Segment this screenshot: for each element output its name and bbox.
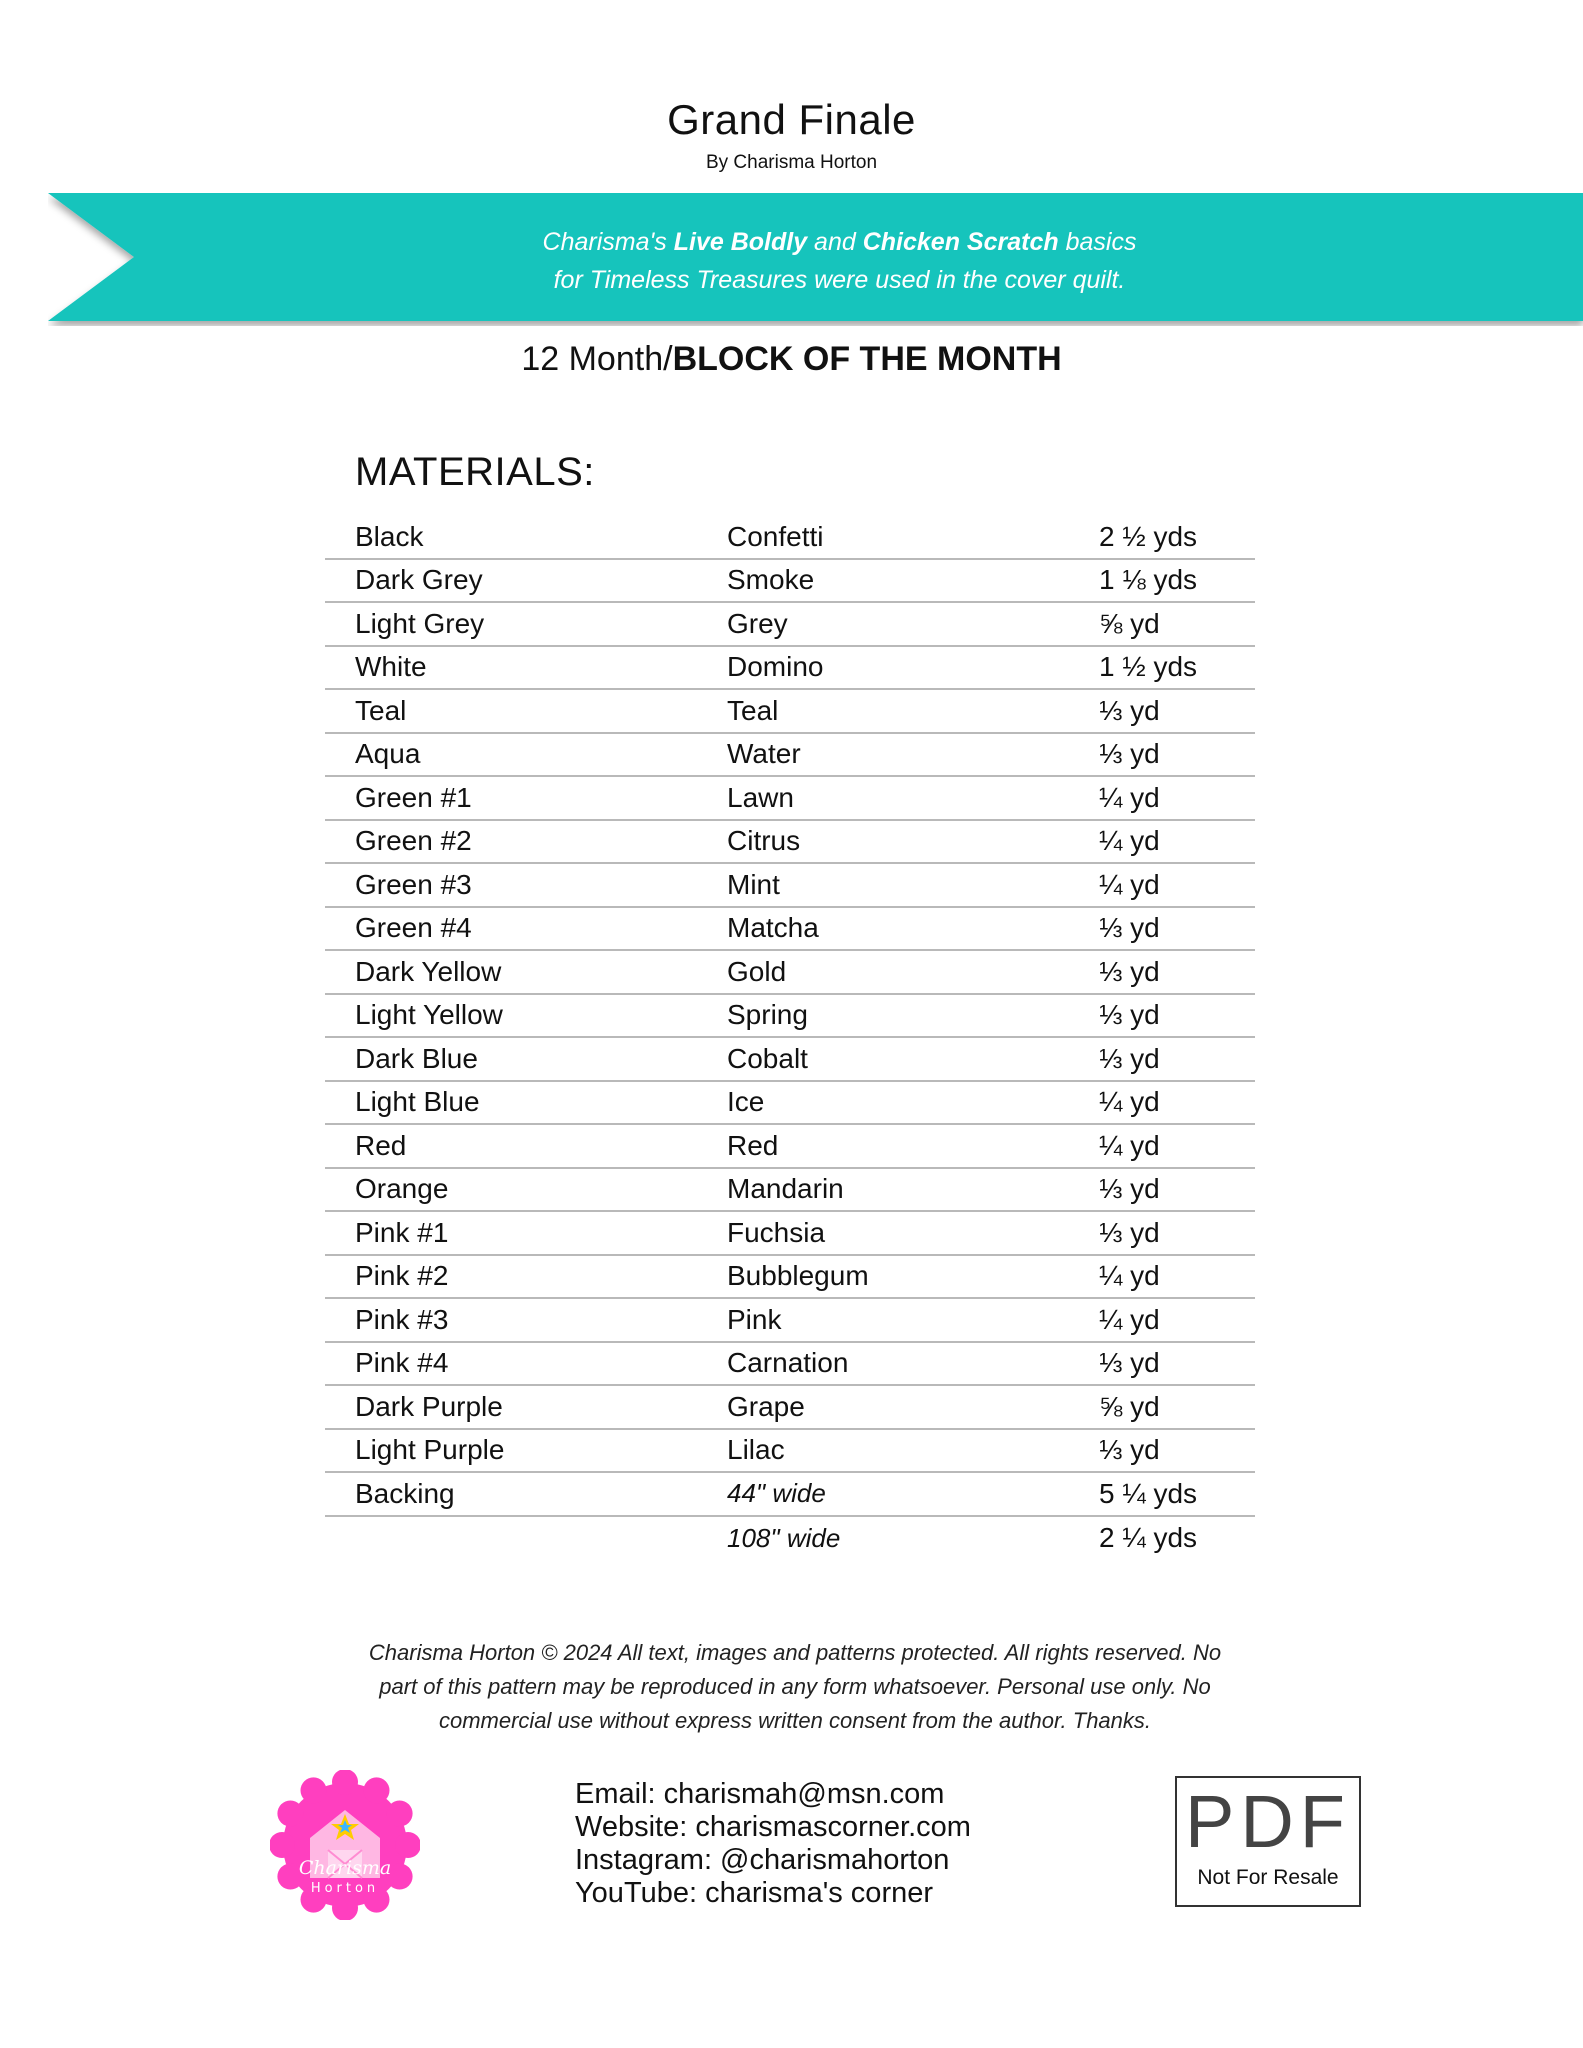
material-row <box>325 690 1255 734</box>
material-amount: 1 ⅛ yds <box>1099 564 1198 596</box>
material-color: Dark Purple <box>355 1390 503 1422</box>
material-color: Orange <box>355 1173 449 1205</box>
material-amount: ¼ yd <box>1099 825 1160 857</box>
page-title: Grand Finale <box>667 96 916 143</box>
material-amount: ⅓ yd <box>1099 1434 1160 1466</box>
material-amount: ⅓ yd <box>1099 694 1160 726</box>
material-amount: 2 ¼ yds <box>1099 1522 1198 1554</box>
material-color: Green #4 <box>355 912 472 944</box>
email-contact: Email: charismah@msn.com <box>575 1778 945 1810</box>
material-fabric: Spring <box>727 999 808 1031</box>
pdf-not-for-resale-badge <box>1175 1776 1361 1907</box>
material-row <box>325 908 1255 952</box>
material-amount: ¼ yd <box>1099 781 1160 813</box>
material-row <box>325 1299 1255 1343</box>
material-fabric: Citrus <box>727 825 801 857</box>
material-color: Pink #4 <box>355 1347 449 1379</box>
youtube-contact: YouTube: charisma's corner <box>575 1877 934 1909</box>
material-amount: ¼ yd <box>1099 1129 1160 1161</box>
svg-text:Horton: Horton <box>310 1881 380 1896</box>
material-row <box>325 1386 1255 1430</box>
material-fabric: Fuchsia <box>727 1216 826 1248</box>
material-color: Light Grey <box>355 607 485 639</box>
material-color: Aqua <box>355 738 421 770</box>
material-row <box>325 1082 1255 1126</box>
material-amount: ¼ yd <box>1099 1086 1160 1118</box>
material-fabric: Mandarin <box>727 1173 844 1205</box>
program-subtitle: 12 Month/BLOCK OF THE MONTH <box>521 340 1062 378</box>
material-row <box>325 647 1255 691</box>
material-fabric: Carnation <box>727 1347 849 1379</box>
material-fabric: Teal <box>727 694 779 726</box>
material-row <box>325 1038 1255 1082</box>
material-color: Backing <box>355 1477 455 1509</box>
material-fabric: Bubblegum <box>727 1260 869 1292</box>
material-row <box>325 516 1255 560</box>
material-amount: ⅝ yd <box>1099 607 1160 639</box>
material-fabric: Smoke <box>727 564 815 596</box>
copyright-line-2: part of this pattern may be reproduced in any form whatsoever. Personal use only. No <box>379 1674 1211 1699</box>
material-color: Green #3 <box>355 868 472 900</box>
material-row <box>325 995 1255 1039</box>
copyright-line-3: commercial use without express written consent from the author. Thanks. <box>438 1708 1152 1733</box>
material-row <box>325 1256 1255 1300</box>
material-color: Dark Yellow <box>355 955 502 987</box>
material-color: Light Yellow <box>355 999 503 1031</box>
charisma-horton-logo <box>270 1770 420 1920</box>
material-amount: ⅓ yd <box>1099 1173 1160 1205</box>
material-amount: ⅓ yd <box>1099 1347 1160 1379</box>
material-row <box>325 1125 1255 1169</box>
website-contact: Website: charismascorner.com <box>575 1811 971 1843</box>
material-color: Red <box>355 1129 407 1161</box>
material-amount: 5 ¼ yds <box>1099 1477 1198 1509</box>
material-amount: ¼ yd <box>1099 1260 1160 1292</box>
banner-line-1: Charisma's Live Boldly and Chicken Scratch basics <box>542 228 1137 256</box>
material-amount: ⅓ yd <box>1099 1216 1160 1248</box>
page-header <box>0 96 1583 174</box>
pdf-label: PDF <box>1185 1780 1351 1863</box>
material-color: White <box>355 651 427 683</box>
banner-text <box>48 223 1583 299</box>
material-fabric: Red <box>727 1129 779 1161</box>
material-amount: ⅓ yd <box>1099 999 1160 1031</box>
material-fabric: Cobalt <box>727 1042 808 1074</box>
material-row <box>325 1169 1255 1213</box>
material-color: Teal <box>355 694 407 726</box>
material-amount: ¼ yd <box>1099 1303 1160 1335</box>
instagram-contact: Instagram: @charismahorton <box>575 1844 950 1876</box>
material-color: Dark Grey <box>355 564 483 596</box>
contact-info <box>575 1778 971 1910</box>
material-amount: ¼ yd <box>1099 868 1160 900</box>
material-amount: ⅓ yd <box>1099 1042 1160 1074</box>
teal-banner <box>48 193 1583 326</box>
material-color: Pink #2 <box>355 1260 449 1292</box>
material-color: Green #2 <box>355 825 472 857</box>
svg-text:Charisma: Charisma <box>298 1857 392 1879</box>
material-fabric: Confetti <box>727 520 824 552</box>
backing-row <box>325 1473 1255 1517</box>
copyright-line-1: Charisma Horton © 2024 All text, images and patterns protected. All rights reserved. No <box>368 1640 1222 1665</box>
material-row <box>325 734 1255 778</box>
materials-heading: MATERIALS: <box>355 450 595 494</box>
material-color: Light Purple <box>355 1434 505 1466</box>
material-fabric: Domino <box>727 651 824 683</box>
material-color: Pink #1 <box>355 1216 449 1248</box>
not-for-resale-label: Not For Resale <box>1197 1866 1339 1889</box>
material-color: Light Blue <box>355 1086 480 1118</box>
material-row <box>325 821 1255 865</box>
material-row <box>325 777 1255 821</box>
banner-line-2: for Timeless Treasures were used in the cover quilt. <box>553 266 1126 294</box>
material-amount: ⅓ yd <box>1099 912 1160 944</box>
material-row <box>325 1212 1255 1256</box>
material-fabric: Lawn <box>727 781 794 813</box>
material-fabric: Pink <box>727 1303 782 1335</box>
material-row <box>325 560 1255 604</box>
material-fabric: Ice <box>727 1086 765 1118</box>
material-fabric: Lilac <box>727 1434 785 1466</box>
material-row <box>325 1430 1255 1474</box>
backing-row <box>325 1517 1255 1561</box>
material-fabric: Water <box>727 738 801 770</box>
material-amount: ⅓ yd <box>1099 955 1160 987</box>
material-amount: ⅝ yd <box>1099 1390 1160 1422</box>
material-row <box>325 1343 1255 1387</box>
material-fabric: Grey <box>727 607 788 639</box>
material-color: Black <box>355 520 424 552</box>
material-color: Dark Blue <box>355 1042 478 1074</box>
material-fabric: Mint <box>727 868 780 900</box>
material-fabric: Matcha <box>727 912 819 944</box>
material-fabric: Grape <box>727 1390 805 1422</box>
material-row <box>325 603 1255 647</box>
material-row <box>325 864 1255 908</box>
material-fabric: 44" wide <box>727 1478 826 1509</box>
material-amount: 1 ½ yds <box>1099 651 1198 683</box>
material-row <box>325 951 1255 995</box>
author-byline: By Charisma Horton <box>705 152 878 173</box>
material-amount: ⅓ yd <box>1099 738 1160 770</box>
material-amount: 2 ½ yds <box>1099 520 1198 552</box>
material-color: Pink #3 <box>355 1303 449 1335</box>
material-fabric: 108" wide <box>727 1522 841 1553</box>
material-fabric: Gold <box>727 955 787 987</box>
copyright-notice <box>280 1636 1310 1738</box>
material-color: Green #1 <box>355 781 472 813</box>
materials-table <box>325 516 1255 1560</box>
